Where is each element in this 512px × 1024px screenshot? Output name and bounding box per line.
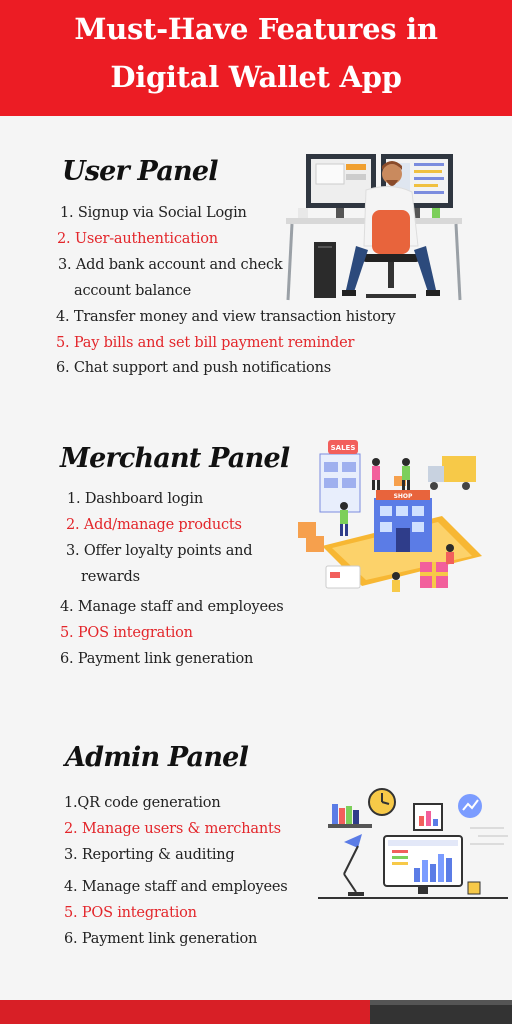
- footer-dark-bar: [370, 1000, 512, 1024]
- merchant-panel-item: 3. Offer loyalty points and: [66, 543, 253, 559]
- page-title-line-1: Must-Have Features in: [74, 12, 438, 46]
- user-panel-item: 1. Signup via Social Login: [60, 205, 247, 221]
- user-panel-item: 2. User-authentication: [57, 231, 218, 247]
- admin-panel-title: Admin Panel: [65, 742, 249, 773]
- admin-panel-item: 1.QR code generation: [64, 795, 221, 811]
- header-banner: [0, 0, 512, 116]
- merchant-panel-item: rewards: [81, 569, 140, 585]
- merchant-panel-item: 2. Add/manage products: [66, 517, 242, 533]
- user-panel-item: 5. Pay bills and set bill payment reminder: [56, 335, 355, 351]
- admin-panel-item: 2. Manage users & merchants: [64, 821, 281, 837]
- merchant-panel-item: 6. Payment link generation: [60, 651, 254, 667]
- admin-panel-item: 3. Reporting & auditing: [64, 847, 235, 863]
- merchant-panel-item: 4. Manage staff and employees: [60, 599, 284, 615]
- user-panel-item: 3. Add bank account and check: [58, 257, 283, 273]
- user-panel-title: User Panel: [62, 156, 218, 187]
- admin-panel-item: 4. Manage staff and employees: [64, 879, 288, 895]
- sales-sign: SALES: [330, 444, 356, 452]
- merchant-panel-item: 1. Dashboard login: [67, 491, 203, 507]
- developer-at-desk-illustration: [286, 150, 462, 302]
- merchant-panel-item: 5. POS integration: [60, 625, 193, 641]
- user-panel-item: 6. Chat support and push notifications: [56, 360, 331, 376]
- merchant-panel-title: Merchant Panel: [60, 443, 290, 474]
- shop-sign: SHOP: [393, 493, 413, 500]
- online-shop-illustration: [292, 436, 496, 606]
- page-title-line-2: Digital Wallet App: [110, 60, 402, 94]
- footer-red-bar: [0, 1000, 370, 1024]
- user-panel-item: account balance: [74, 283, 191, 299]
- admin-panel-item: 6. Payment link generation: [64, 931, 258, 947]
- admin-panel-item: 5. POS integration: [64, 905, 197, 921]
- user-panel-item: 4. Transfer money and view transaction history: [56, 309, 396, 325]
- admin-dashboard-illustration: [318, 784, 508, 906]
